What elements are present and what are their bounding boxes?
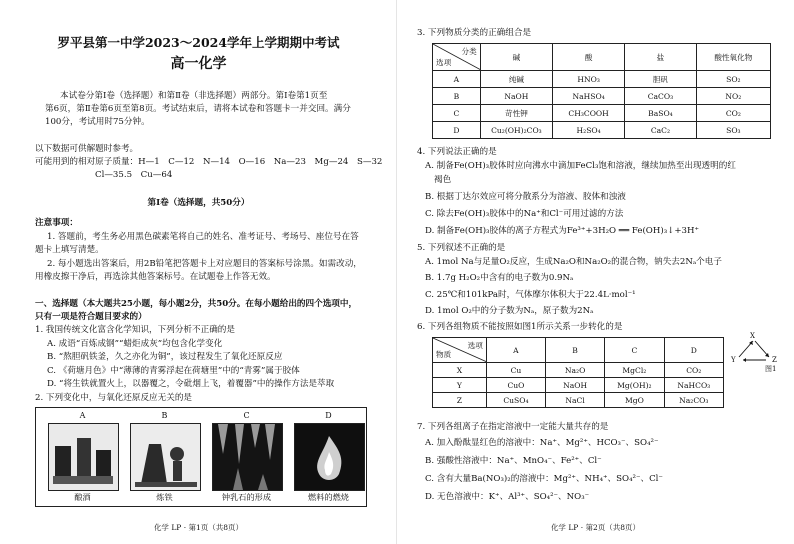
table-cell: Cu — [486, 363, 545, 378]
reference-label: 以下数据可供解题时参考。 — [35, 144, 139, 154]
table-cell: X — [433, 363, 487, 378]
intro-line-2: 第6页，第Ⅱ卷第6页至第8页。考试结束后，请将本试卷和答题卡一并交回。满分 — [45, 104, 351, 114]
column-header: C — [605, 338, 664, 363]
intro-line-1: 本试卷分第Ⅰ卷（选择题）和第Ⅱ卷（非选择题）两部分。第Ⅰ卷第1页至 — [60, 91, 328, 101]
exam-title: 罗平县第一中学2023～2024学年上学期期中考试 — [57, 35, 340, 50]
table-cell: H₂SO₄ — [553, 122, 625, 139]
atomic-masses-line-2: Cl—35.5 Cu—64 — [95, 170, 173, 180]
table-cell: Mg(OH)₂ — [605, 378, 664, 393]
column-header: D — [664, 338, 723, 363]
table-cell: Cu₂(OH)₂CO₃ — [480, 122, 552, 139]
stalactite-image — [212, 423, 283, 491]
table-cell: CO₂ — [696, 105, 770, 122]
table-cell: CO₂ — [664, 363, 723, 378]
exam-subject: 高一化学 — [170, 56, 227, 72]
column-header: 盐 — [625, 44, 697, 71]
question-2-figure — [35, 407, 367, 507]
question-3-table — [432, 43, 771, 139]
page-1-footer: 化学 LP · 第1页（共8页） — [153, 523, 244, 532]
question-7-option-c: C. 含有大量Ba(NO₃)₂的溶液中：Mg²⁺、NH₄⁺、SO₄²⁻、Cl⁻ — [425, 474, 663, 484]
table-corner-cell — [433, 338, 487, 363]
question-4-option-d: D. 制备Fe(OH)₃胶体的离子方程式为Fe³⁺+3H₂O ══ Fe(OH)₃↓+3H⁺ — [425, 226, 700, 236]
caption-fuel-burning: 燃料的燃烧 — [308, 492, 349, 502]
notice-line-2: 题卡上填写清楚。 — [35, 245, 104, 255]
column-header: 碱 — [480, 44, 552, 71]
table-cell: 纯碱 — [480, 71, 552, 88]
question-7-option-a: A. 加入酚酞显红色的溶液中：Na⁺、Mg²⁺、HCO₃⁻、SO₄²⁻ — [425, 438, 659, 448]
table-row — [433, 122, 771, 139]
table-cell: NaOH — [480, 88, 552, 105]
question-3-stem: 3. 下列物质分类的正确组合是 — [417, 28, 532, 38]
question-7-option-b: B. 强酸性溶液中：Na⁺、MnO₄⁻、Fe²⁺、Cl⁻ — [425, 456, 602, 466]
question-5-option-c: C. 25℃和101kPa时，气体摩尔体积大于22.4L·mol⁻¹ — [425, 290, 636, 300]
table-corner-cell — [433, 44, 481, 71]
question-1-option-a: A. 成语“百炼成钢”“蜡炬成灰”均包含化学变化 — [47, 339, 223, 349]
atomic-masses-line-1: 可能用到的相对原子质量：H—1 C—12 N—14 O—16 Na—23 Mg—24 S—32 — [35, 157, 383, 167]
caption-stalactite: 钟乳石的形成 — [221, 492, 272, 502]
page-2-footer: 化学 LP · 第2页（共8页） — [550, 523, 641, 532]
intro-line-3: 100分，考试用时75分钟。 — [45, 117, 150, 127]
question-4-option-b: B. 根据丁达尔效应可将分散系分为溶液、胶体和浊液 — [425, 192, 626, 202]
question-5-option-b: B. 1.7g H₂O₂中含有的电子数为0.9Nₐ — [425, 273, 574, 283]
figure-1 — [731, 332, 781, 375]
question-1-option-c: C. 《荷塘月色》中“薄薄的青雾浮起在荷塘里”中的“青雾”属于胶体 — [47, 366, 300, 376]
exam-page-2 — [397, 0, 794, 544]
caption-brewing: 酿酒 — [74, 492, 91, 502]
corner-top-label: 选项 — [467, 341, 483, 350]
table-row — [433, 363, 724, 378]
question-2-stem: 2. 下列变化中，与氧化还原反应无关的是 — [35, 393, 193, 403]
table-cell: A — [433, 71, 481, 88]
question-5-option-a: A. 1mol Na与足量O₂反应，生成Na₂O和Na₂O₂的混合物，钠失去2Nₐ个电子 — [425, 257, 722, 267]
node-x-label: X — [750, 332, 755, 340]
node-z-label: Z — [772, 356, 777, 364]
column-header: 酸 — [553, 44, 625, 71]
corner-bottom-label: 物质 — [436, 350, 452, 359]
caption-ironmaking: 炼铁 — [156, 492, 173, 502]
column-header: B — [546, 338, 605, 363]
table-row — [433, 393, 724, 408]
question-7-stem: 7. 下列各组离子在指定溶液中一定能大量共存的是 — [417, 422, 609, 432]
question-6-stem: 6. 下列各组物质不能按照如图1所示关系一步转化的是 — [417, 322, 623, 332]
table-cell: SO₃ — [696, 122, 770, 139]
table-cell: Z — [433, 393, 487, 408]
table-cell: HNO₃ — [553, 71, 625, 88]
figure-d-label: D — [325, 411, 332, 420]
part-1-heading: 一、选择题（本大题共25小题，每小题2分，共50分。在每小题给出的四个选项中， — [35, 299, 358, 309]
table-cell: NaOH — [546, 378, 605, 393]
corner-bottom-label: 选项 — [436, 58, 452, 67]
table-cell: CuO — [486, 378, 545, 393]
table-cell: CH₃COOH — [553, 105, 625, 122]
table-cell: B — [433, 88, 481, 105]
question-1-option-b: B. “熬胆矾铁釜，久之亦化为铜”，该过程发生了氧化还原反应 — [47, 352, 283, 362]
table-cell: D — [433, 122, 481, 139]
table-cell: NaHSO₄ — [553, 88, 625, 105]
table-cell: CuSO₄ — [486, 393, 545, 408]
column-header: A — [486, 338, 545, 363]
table-cell: CaCO₃ — [625, 88, 697, 105]
fuel-burning-image — [294, 423, 365, 491]
notice-line-1: 1. 答题前，考生务必用黑色碳素笔将自己的姓名、准考证号、考场号、座位号在答 — [47, 232, 359, 242]
table-cell: SO₂ — [696, 71, 770, 88]
table-cell: Na₂O — [546, 363, 605, 378]
figure-c-label: C — [243, 411, 250, 420]
table-cell: CaC₂ — [625, 122, 697, 139]
figure-1-label: 图1 — [765, 365, 777, 373]
table-cell: C — [433, 105, 481, 122]
notice-line-4: 用橡皮擦干净后，再选涂其他答案标号。在试题卷上作答无效。 — [35, 272, 276, 282]
question-7-option-d: D. 无色溶液中：K⁺、Al³⁺、SO₄²⁻、NO₃⁻ — [425, 492, 590, 502]
table-cell: NaCl — [546, 393, 605, 408]
table-row — [433, 71, 771, 88]
question-5-option-d: D. 1mol O₂中的分子数为Nₐ，原子数为2Nₐ — [425, 306, 594, 316]
node-y-label: Y — [731, 356, 736, 364]
table-row — [433, 378, 724, 393]
notice-line-3: 2. 每小题选出答案后，用2B铅笔把答题卡上对应题目的答案标号涂黑。如需改动， — [47, 259, 362, 269]
question-1-option-d: D. “将生铁就置火上，以器覆之，令砒烟上飞，着覆器”中的操作方法是萃取 — [47, 379, 335, 389]
notice-title: 注意事项： — [35, 218, 78, 228]
column-header: 酸性氧化物 — [696, 44, 770, 71]
table-cell: 苛性钾 — [480, 105, 552, 122]
table-row — [433, 105, 771, 122]
section-1-heading: 第Ⅰ卷（选择题，共50分） — [147, 198, 250, 208]
question-4-stem: 4. 下列说法正确的是 — [417, 147, 497, 157]
table-cell: NaHCO₃ — [664, 378, 723, 393]
table-cell: MgO — [605, 393, 664, 408]
table-cell: MgCl₂ — [605, 363, 664, 378]
figure-b-label: B — [161, 411, 168, 420]
question-5-stem: 5. 下列叙述不正确的是 — [417, 243, 506, 253]
question-4-option-a-cont: 褐色 — [434, 175, 452, 185]
question-6-table — [432, 337, 724, 408]
question-4-option-c: C. 除去Fe(OH)₃胶体中的Na⁺和Cl⁻可用过滤的方法 — [425, 209, 624, 219]
corner-top-label: 分类 — [461, 47, 477, 56]
question-4-option-a: A. 制备Fe(OH)₃胶体时应向沸水中滴加FeCl₃饱和溶液，继续加热至出现透明的红 — [425, 161, 736, 171]
part-1-heading-cont: 只有一项是符合题目要求的） — [35, 312, 147, 322]
table-cell: 胆矾 — [625, 71, 697, 88]
table-cell: NO₂ — [696, 88, 770, 105]
brewing-image — [48, 423, 119, 491]
figure-a-label: A — [79, 411, 86, 420]
table-cell: Na₂CO₃ — [664, 393, 723, 408]
table-row — [433, 88, 771, 105]
table-cell: Y — [433, 378, 487, 393]
table-cell: BaSO₄ — [625, 105, 697, 122]
ironmaking-image — [130, 423, 201, 491]
table-header-row — [433, 338, 724, 363]
table-header-row — [433, 44, 771, 71]
question-1-stem: 1. 我国传统文化富含化学知识，下列分析不正确的是 — [35, 325, 235, 335]
